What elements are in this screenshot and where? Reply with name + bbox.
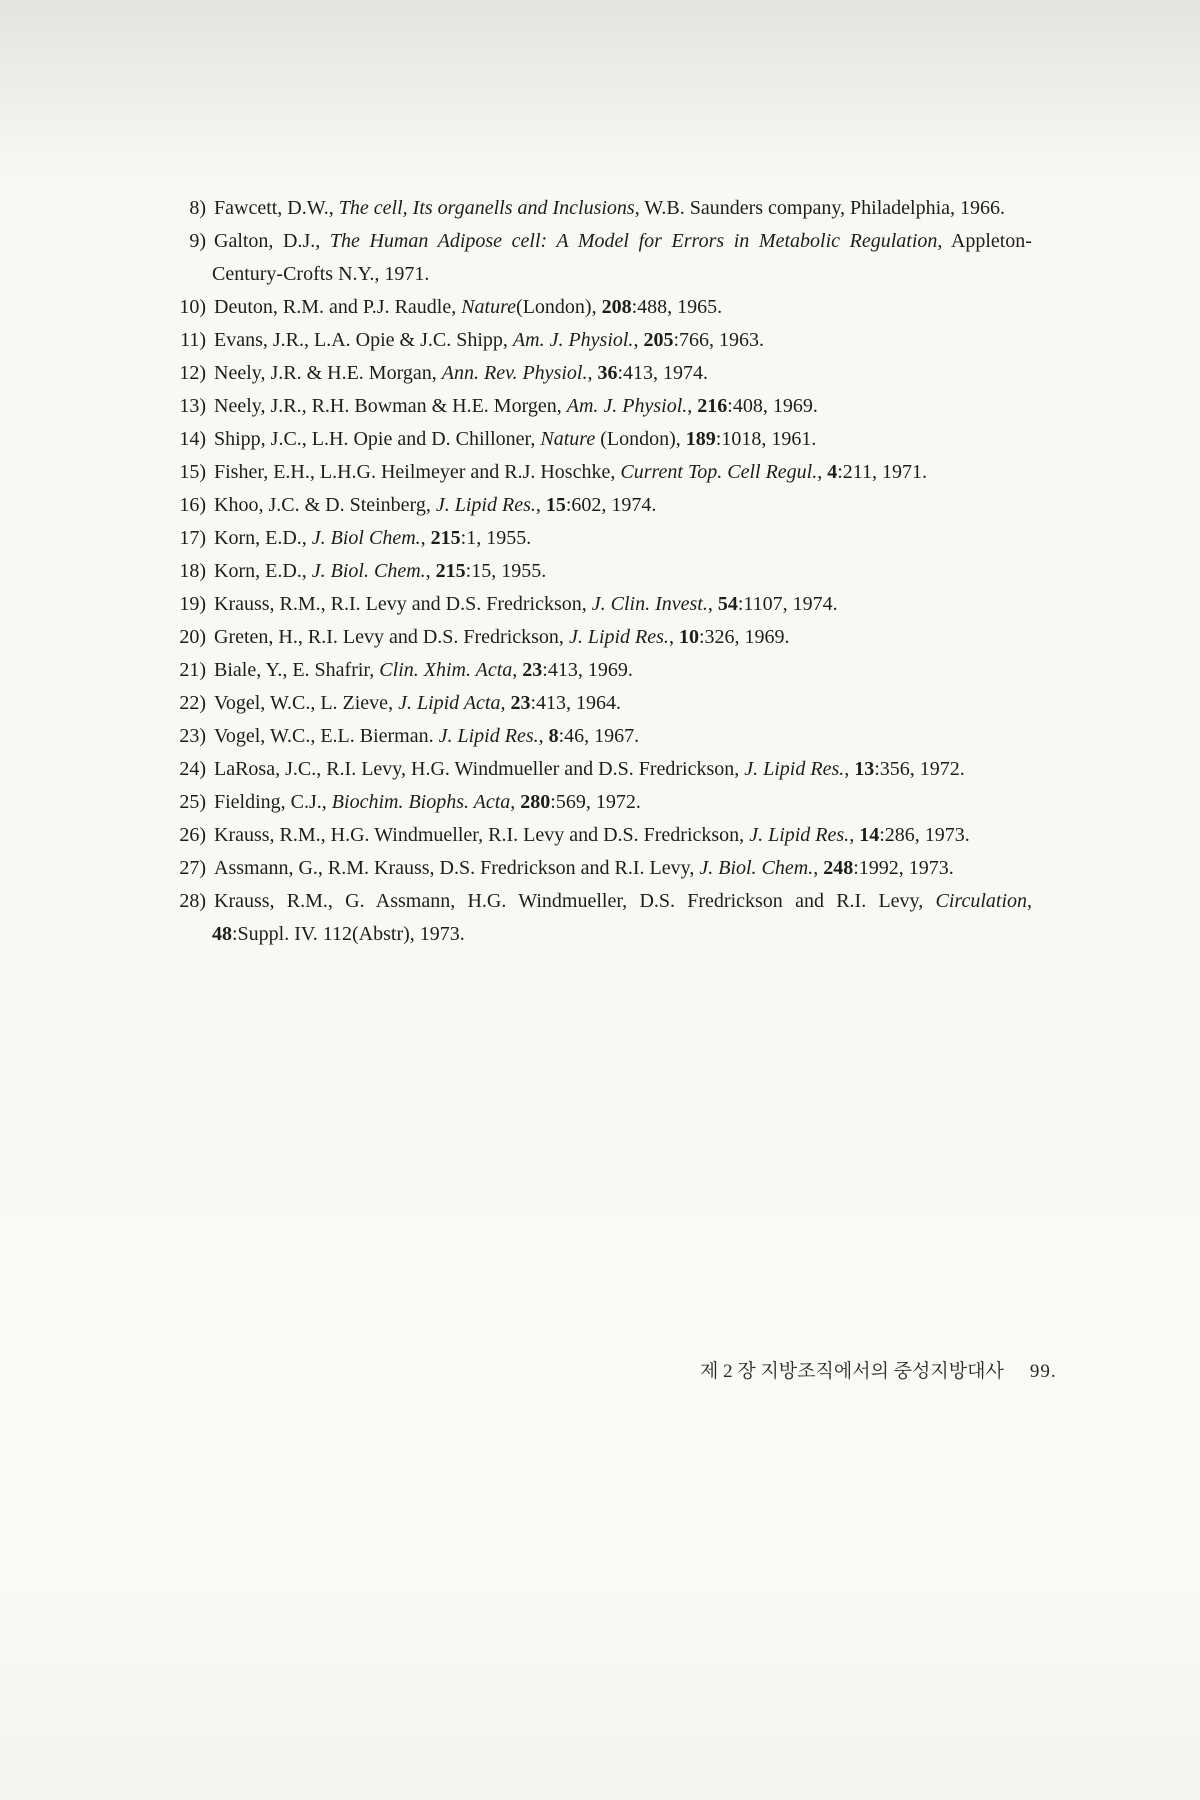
journal-title: J. Biol Chem. bbox=[311, 527, 421, 549]
reference-number: 19) bbox=[179, 593, 206, 615]
reference-number: 12) bbox=[179, 362, 206, 384]
footer-page-number: 99. bbox=[1029, 1361, 1057, 1382]
reference-text: , bbox=[587, 362, 598, 384]
reference-text: Galton, D.J., bbox=[214, 230, 330, 252]
reference-item bbox=[170, 819, 1032, 852]
reference-text: , bbox=[687, 395, 698, 417]
reference-number: 14) bbox=[179, 428, 206, 450]
reference-item bbox=[170, 753, 1032, 786]
journal-title: The cell, Its organells and Inclusions bbox=[338, 197, 635, 219]
reference-text: :488, 1965. bbox=[631, 296, 723, 318]
volume-number: 36 bbox=[597, 362, 618, 384]
reference-text: Neely, J.R., R.H. Bowman & H.E. Morgen, bbox=[214, 395, 567, 417]
reference-text: , bbox=[707, 593, 718, 615]
reference-item bbox=[170, 390, 1032, 423]
volume-number: 4 bbox=[827, 461, 838, 483]
volume-number: 189 bbox=[685, 428, 716, 450]
reference-item bbox=[170, 324, 1032, 357]
reference-number: 20) bbox=[179, 626, 206, 648]
reference-text: , bbox=[510, 791, 521, 813]
journal-title: Nature bbox=[461, 296, 517, 318]
reference-text: Evans, J.R., L.A. Opie & J.C. Shipp, bbox=[214, 329, 513, 351]
reference-number: 11) bbox=[180, 329, 206, 351]
reference-text: Fielding, C.J., bbox=[214, 791, 332, 813]
journal-title: Biochim. Biophs. Acta bbox=[331, 791, 511, 813]
reference-text: :211, 1971. bbox=[837, 461, 928, 483]
reference-text: Krauss, R.M., R.I. Levy and D.S. Fredrickson, bbox=[214, 593, 592, 615]
journal-title: J. Biol. Chem. bbox=[311, 560, 426, 582]
reference-text: , bbox=[844, 758, 855, 780]
reference-text: Krauss, R.M., H.G. Windmueller, R.I. Levy and D.S. Fredrickson, bbox=[214, 824, 750, 846]
journal-title: J. Lipid Res. bbox=[568, 626, 669, 648]
scan-shading bbox=[0, 0, 1200, 190]
reference-item bbox=[170, 720, 1032, 753]
footer-chapter-title: 제 2 장 지방조직에서의 중성지방대사 bbox=[700, 1361, 1004, 1382]
reference-text: Biale, Y., E. Shafrir, bbox=[214, 659, 380, 681]
reference-text: :356, 1972. bbox=[874, 758, 965, 780]
journal-title: Am. J. Physiol. bbox=[512, 329, 634, 351]
reference-text: LaRosa, J.C., R.I. Levy, H.G. Windmueller and D.S. Fredrickson, bbox=[214, 758, 745, 780]
reference-text: , bbox=[512, 659, 523, 681]
reference-text: :286, 1973. bbox=[879, 824, 970, 846]
volume-number: 15 bbox=[545, 494, 566, 516]
volume-number: 248 bbox=[823, 857, 854, 879]
reference-text: :Suppl. IV. 112(Abstr), 1973. bbox=[232, 923, 465, 945]
reference-number: 17) bbox=[179, 527, 206, 549]
journal-title: J. Lipid Res. bbox=[438, 725, 539, 747]
reference-item bbox=[170, 885, 1032, 951]
references-list bbox=[170, 192, 1032, 951]
reference-text: :1992, 1973. bbox=[853, 857, 954, 879]
reference-item bbox=[170, 291, 1032, 324]
reference-text: :326, 1969. bbox=[698, 626, 790, 648]
reference-text: :413, 1969. bbox=[542, 659, 633, 681]
journal-title: Ann. Rev. Physiol. bbox=[441, 362, 588, 384]
reference-text: Vogel, W.C., L. Zieve, bbox=[214, 692, 399, 714]
journal-title: J. Biol. Chem. bbox=[699, 857, 814, 879]
journal-title: Circulation bbox=[935, 890, 1027, 912]
journal-title: J. Lipid Res. bbox=[749, 824, 850, 846]
reference-text: Greten, H., R.I. Levy and D.S. Fredrickson, bbox=[214, 626, 569, 648]
reference-text: Shipp, J.C., L.H. Opie and D. Chilloner, bbox=[214, 428, 541, 450]
reference-item bbox=[170, 621, 1032, 654]
reference-text: , bbox=[813, 857, 824, 879]
journal-title: Current Top. Cell Regul. bbox=[620, 461, 818, 483]
reference-text: Korn, E.D., bbox=[214, 527, 312, 549]
volume-number: 8 bbox=[548, 725, 559, 747]
reference-text: Assmann, G., R.M. Krauss, D.S. Fredrickson and R.I. Levy, bbox=[214, 857, 700, 879]
reference-item bbox=[170, 423, 1032, 456]
volume-number: 14 bbox=[859, 824, 880, 846]
reference-number: 25) bbox=[179, 791, 206, 813]
reference-text: , bbox=[633, 329, 644, 351]
reference-text: :766, 1963. bbox=[673, 329, 764, 351]
reference-text: , bbox=[500, 692, 511, 714]
reference-text: :569, 1972. bbox=[550, 791, 641, 813]
footer-content bbox=[700, 1356, 1057, 1383]
reference-text: :413, 1964. bbox=[530, 692, 622, 714]
journal-title: Nature bbox=[540, 428, 596, 450]
reference-number: 13) bbox=[179, 395, 206, 417]
reference-text: , W.B. Saunders company, Philadelphia, 1966. bbox=[634, 197, 1006, 219]
reference-number: 26) bbox=[179, 824, 206, 846]
reference-number: 18) bbox=[179, 560, 206, 582]
journal-title: J. Clin. Invest. bbox=[591, 593, 708, 615]
reference-number: 15) bbox=[179, 461, 206, 483]
volume-number: 205 bbox=[643, 329, 674, 351]
volume-number: 280 bbox=[520, 791, 551, 813]
reference-text: Khoo, J.C. & D. Steinberg, bbox=[214, 494, 436, 516]
reference-text: Vogel, W.C., E.L. Bierman. bbox=[214, 725, 439, 747]
reference-text: Fawcett, D.W., bbox=[214, 197, 339, 219]
reference-text: , bbox=[535, 494, 546, 516]
reference-text: , Appleton-Century-Crofts N.Y., 1971. bbox=[212, 230, 1032, 285]
reference-number: 10) bbox=[179, 296, 206, 318]
volume-number: 23 bbox=[510, 692, 531, 714]
reference-number: 27) bbox=[179, 857, 206, 879]
reference-text: :46, 1967. bbox=[558, 725, 640, 747]
reference-text: , bbox=[668, 626, 679, 648]
reference-text: :15, 1955. bbox=[465, 560, 547, 582]
reference-item bbox=[170, 588, 1032, 621]
volume-number: 23 bbox=[522, 659, 543, 681]
reference-text: Korn, E.D., bbox=[214, 560, 312, 582]
reference-text: :413, 1974. bbox=[617, 362, 709, 384]
volume-number: 54 bbox=[717, 593, 738, 615]
reference-text: , bbox=[1027, 890, 1032, 912]
reference-text: Krauss, R.M., G. Assmann, H.G. Windmueller, D.S. Fredrickson and R.I. Levy, bbox=[214, 890, 936, 912]
journal-title: J. Lipid Acta bbox=[398, 692, 501, 714]
reference-text: (London), bbox=[516, 296, 602, 318]
reference-number: 28) bbox=[179, 890, 206, 912]
reference-text: :602, 1974. bbox=[565, 494, 657, 516]
reference-text: , bbox=[425, 560, 436, 582]
volume-number: 48 bbox=[212, 923, 232, 945]
journal-title: J. Lipid Res. bbox=[744, 758, 845, 780]
reference-item bbox=[170, 654, 1032, 687]
reference-text: , bbox=[849, 824, 860, 846]
journal-title: Clin. Xhim. Acta bbox=[379, 659, 513, 681]
reference-text: :1107, 1974. bbox=[737, 593, 838, 615]
reference-number: 22) bbox=[179, 692, 206, 714]
reference-number: 24) bbox=[179, 758, 206, 780]
reference-item bbox=[170, 357, 1032, 390]
volume-number: 10 bbox=[678, 626, 699, 648]
journal-title: J. Lipid Res. bbox=[435, 494, 536, 516]
reference-number: 9) bbox=[189, 230, 206, 252]
reference-item bbox=[170, 522, 1032, 555]
reference-item bbox=[170, 555, 1032, 588]
reference-number: 16) bbox=[179, 494, 206, 516]
reference-item bbox=[170, 489, 1032, 522]
reference-item bbox=[170, 192, 1032, 225]
reference-text: Deuton, R.M. and P.J. Raudle, bbox=[214, 296, 462, 318]
reference-text: , bbox=[817, 461, 828, 483]
reference-text: (London), bbox=[595, 428, 686, 450]
reference-text: , bbox=[538, 725, 549, 747]
journal-title: The Human Adipose cell: A Model for Errors in Metabolic Regulation bbox=[329, 230, 938, 252]
volume-number: 13 bbox=[854, 758, 875, 780]
reference-text: Fisher, E.H., L.H.G. Heilmeyer and R.J. Hoschke, bbox=[214, 461, 621, 483]
reference-number: 21) bbox=[179, 659, 206, 681]
reference-item bbox=[170, 687, 1032, 720]
volume-number: 216 bbox=[697, 395, 728, 417]
reference-item bbox=[170, 456, 1032, 489]
journal-title: Am. J. Physiol. bbox=[566, 395, 688, 417]
volume-number: 215 bbox=[430, 527, 461, 549]
reference-item bbox=[170, 852, 1032, 885]
reference-text: :408, 1969. bbox=[727, 395, 818, 417]
volume-number: 208 bbox=[601, 296, 632, 318]
reference-text: , bbox=[420, 527, 431, 549]
volume-number: 215 bbox=[435, 560, 466, 582]
reference-text: :1, 1955. bbox=[460, 527, 532, 549]
reference-text: :1018, 1961. bbox=[715, 428, 817, 450]
reference-item bbox=[170, 786, 1032, 819]
reference-text: Neely, J.R. & H.E. Morgan, bbox=[214, 362, 442, 384]
reference-number: 8) bbox=[189, 197, 206, 219]
reference-item bbox=[170, 225, 1032, 291]
reference-number: 23) bbox=[179, 725, 206, 747]
